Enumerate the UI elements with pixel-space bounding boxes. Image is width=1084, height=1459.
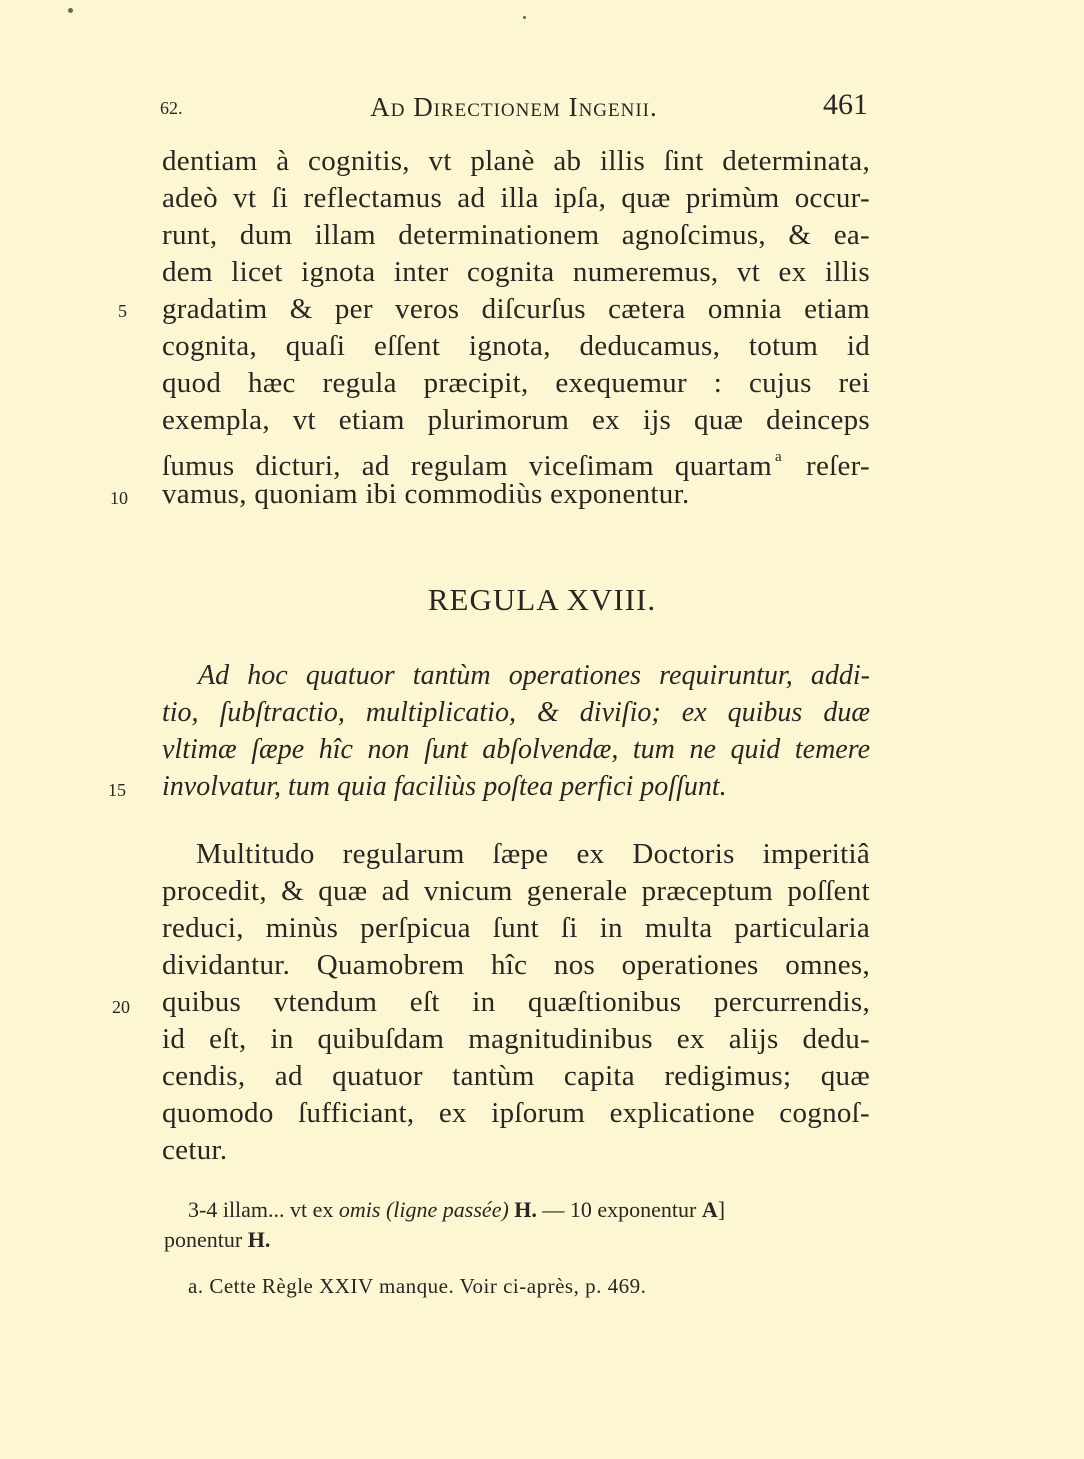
scan-speck bbox=[523, 16, 526, 19]
variant-bracket: ] bbox=[717, 1197, 726, 1222]
body-line: vamus, quoniam ibi commodiùs exponentur. bbox=[162, 478, 690, 510]
body-line: dem licet ignota inter cognita numeremus, vt ex illis bbox=[162, 256, 870, 288]
running-title: Ad Directionem Ingenii. bbox=[370, 92, 658, 122]
body-line: procedit, & quæ ad vnicum generale præceptum poſſent bbox=[162, 875, 870, 907]
line-number: 5 bbox=[118, 301, 127, 321]
footnote-marker: a bbox=[775, 449, 782, 465]
siglum: A bbox=[701, 1197, 718, 1222]
body-line: exempla, vt etiam plurimorum ex ijs quæ deinceps bbox=[162, 404, 870, 436]
body-line: dentiam à cognitis, vt planè ab illis ſint determinata, bbox=[162, 145, 870, 177]
body-line: gradatim & per veros diſcurſus cætera omnia etiam bbox=[162, 293, 870, 325]
variant-paren: (ligne passée) bbox=[385, 1197, 509, 1222]
signature-mark: 62. bbox=[160, 98, 183, 118]
body-line: cetur. bbox=[162, 1134, 228, 1166]
rule-line: tio, ſubſtractio, multiplicatio, & diviſio; ex quibus duæ bbox=[162, 697, 870, 728]
body-line: runt, dum illam determinationem agnoſcimus, & ea- bbox=[162, 219, 870, 251]
running-header bbox=[160, 88, 868, 128]
variant-note-line1 bbox=[188, 1195, 900, 1225]
siglum: H. bbox=[247, 1227, 271, 1252]
body-line: dividantur. Quamobrem hîc nos operationes omnes, bbox=[162, 949, 870, 981]
line-number: 10 bbox=[110, 488, 128, 508]
rule-line: Ad hoc quatuor tantùm operationes requiruntur, addi- bbox=[198, 660, 870, 691]
page-number: 461 bbox=[823, 88, 868, 121]
footnote: a. Cette Règle XXIV manque. Voir ci-après, p. 469. bbox=[188, 1274, 647, 1298]
line-number: 20 bbox=[112, 997, 130, 1017]
variant-text: ponentur bbox=[164, 1227, 243, 1252]
body-line: id eſt, in quibuſdam magnitudinibus ex alijs dedu- bbox=[162, 1023, 870, 1055]
body-line-with-note bbox=[162, 438, 870, 482]
body-line: cendis, ad quatuor tantùm capita redigimus; quæ bbox=[162, 1060, 870, 1092]
body-line: quibus vtendum eſt in quæſtionibus percurrendis, bbox=[162, 986, 870, 1018]
scan-speck bbox=[68, 8, 73, 13]
body-line: quomodo ſufficiant, ex ipſorum explicatione cognoſ- bbox=[162, 1097, 870, 1129]
body-line: reduci, minùs perſpicua ſunt ſi in multa particularia bbox=[162, 912, 870, 944]
line-number: 15 bbox=[108, 780, 126, 800]
variant-text: — 10 exponentur bbox=[542, 1197, 697, 1222]
variant-note-line2 bbox=[164, 1225, 876, 1255]
body-line: cognita, quaſi eſſent ignota, deducamus, totum id bbox=[162, 330, 870, 362]
variant-text: 3-4 illam... vt ex bbox=[188, 1197, 334, 1222]
rule-line: vltimæ ſæpe hîc non ſunt abſolvendæ, tum ne quid temere bbox=[162, 734, 870, 765]
variant-omis: omis bbox=[338, 1197, 381, 1222]
siglum: H. bbox=[514, 1197, 537, 1222]
rule-heading: REGULA XVIII. bbox=[427, 582, 657, 617]
rule-line: involvatur, tum quia faciliùs poſtea perfici poſſunt. bbox=[162, 771, 727, 802]
body-line: Multitudo regularum ſæpe ex Doctoris imperitiâ bbox=[196, 838, 870, 870]
body-line: adeò vt ſi reflectamus ad illa ipſa, quæ primùm occur- bbox=[162, 182, 870, 214]
body-line: quod hæc regula præcipit, exequemur : cujus rei bbox=[162, 367, 870, 399]
body-line-text: ſumus dicturi, ad regulam viceſimam quartam bbox=[162, 450, 773, 482]
body-line-tail: reſer- bbox=[805, 450, 870, 482]
